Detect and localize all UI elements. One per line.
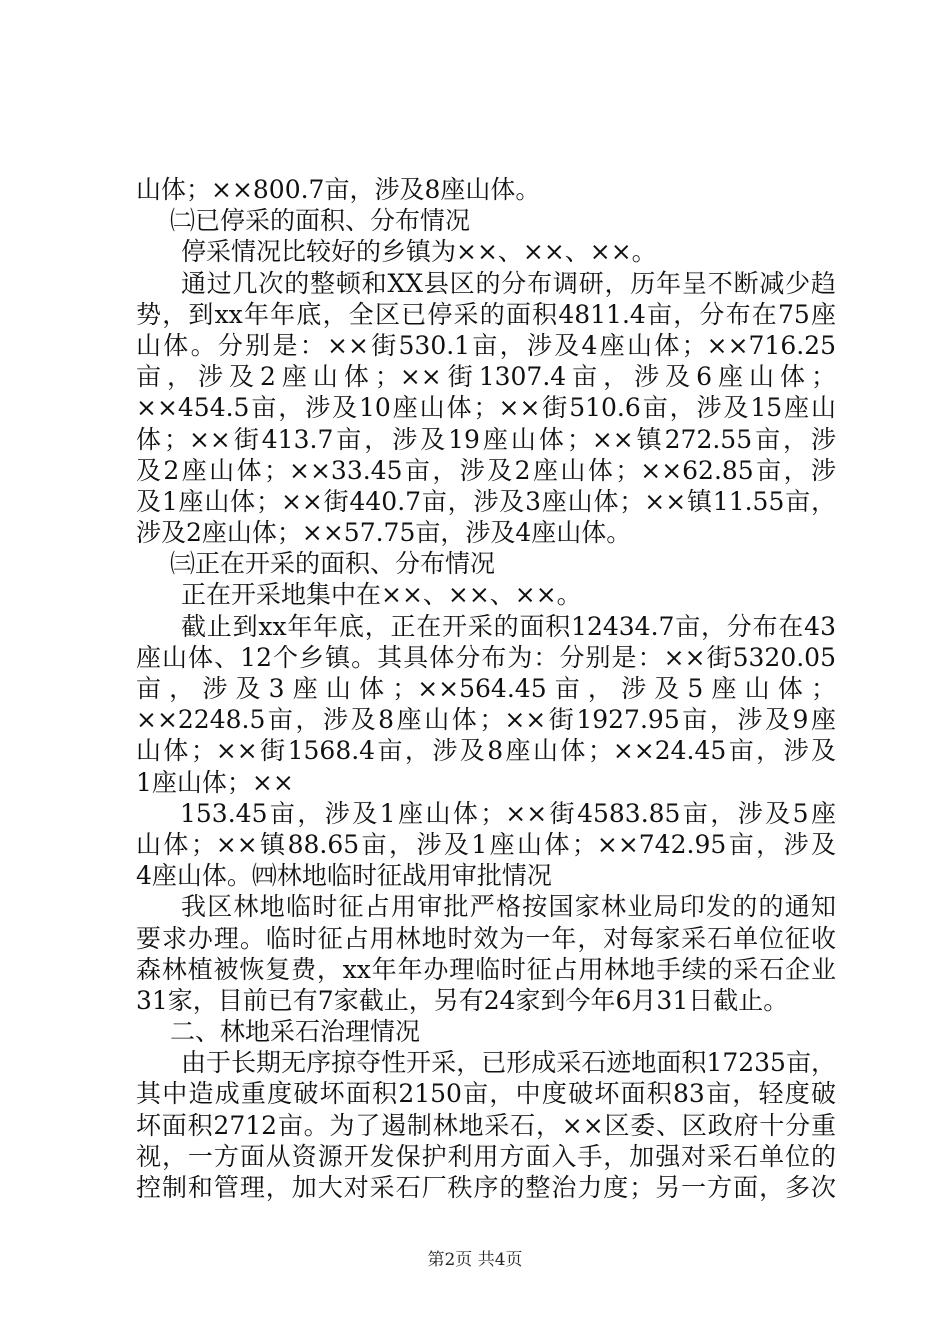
page-footer (0, 1245, 950, 1270)
text-line: 由于长期无序掠夺性开采，已形成采石迹地面积17235亩， (181, 1048, 836, 1078)
text-line: 体；××街413.7亩，涉及19座山体；××镇272.55亩，涉 (136, 424, 836, 454)
text-line: 亩，涉及3座山体；××564.45亩，涉及5座山体； (136, 674, 836, 703)
text-line: 森林植被恢复费，xx年年办理临时征占用林地手续的采石企业 (136, 954, 836, 984)
text-line: 4座山体。㈣林地临时征战用审批情况 (136, 861, 552, 891)
section-heading: 二、林地采石治理情况 (170, 1017, 421, 1047)
text-line: 正在开采地集中在××、××、××。 (181, 580, 582, 610)
text-line: 1座山体；×× (136, 767, 294, 797)
text-line: ××454.5亩，涉及10座山体；××街510.6亩，涉及15座山 (136, 393, 836, 423)
text-line: ××2248.5亩，涉及8座山体；××街1927.95亩，涉及9座 (136, 705, 836, 735)
text-line: 控制和管理，加大对采石厂秩序的整治力度；另一方面，多次 (136, 1173, 836, 1202)
text-line: 及2座山体；××33.45亩，涉及2座山体；××62.85亩，涉 (136, 455, 836, 485)
text-line: 截止到xx年年底，正在开采的面积12434.7亩，分布在43 (181, 611, 836, 641)
page-number: 第2页 共4页 (427, 1250, 523, 1270)
text-line: 山体；××街1568.4亩，涉及8座山体；××24.45亩，涉及 (136, 736, 836, 766)
text-line: 要求办理。临时征占用林地时效为一年，对每家采石单位征收 (136, 923, 836, 953)
text-line: 坏面积2712亩。为了遏制林地采石，××区委、区政府十分重 (136, 1110, 836, 1140)
text-line: 其中造成重度破坏面积2150亩，中度破坏面积83亩，轻度破 (136, 1079, 836, 1109)
text-line: 及1座山体；××街440.7亩，涉及3座山体；××镇11.55亩， (136, 486, 836, 516)
section-heading: ㈡已停采的面积、分布情况 (170, 206, 471, 236)
text-line: 31家，目前已有7家截止，另有24家到今年6月31日截止。 (136, 985, 789, 1015)
section-heading: ㈢正在开采的面积、分布情况 (170, 549, 496, 579)
text-line: 停采情况比较好的乡镇为××、××、××。 (181, 237, 657, 267)
text-line: 视，一方面从资源开发保护利用方面入手，加强对采石单位的 (136, 1141, 836, 1171)
text-line: 山体；××镇88.65亩，涉及1座山体；××742.95亩，涉及 (136, 829, 836, 859)
text-line: 通过几次的整顿和XX县区的分布调研，历年呈不断减少趋 (181, 268, 836, 298)
text-line: 山体；××800.7亩，涉及8座山体。 (136, 175, 541, 204)
text-line: 座山体、12个乡镇。其具体分布为：分别是：××街5320.05 (136, 642, 836, 672)
text-line: 亩，涉及2座山体；××街1307.4亩，涉及6座山体； (136, 362, 836, 392)
text-line: 山体。分别是：××街530.1亩，涉及4座山体；××716.25 (136, 330, 836, 360)
text-line: 势，到xx年年底，全区已停采的面积4811.4亩，分布在75座 (136, 299, 836, 329)
document-body (136, 174, 836, 1203)
text-line: 涉及2座山体；××57.75亩，涉及4座山体。 (136, 518, 632, 548)
text-line: 我区林地临时征占用审批严格按国家林业局印发的的通知 (181, 892, 836, 922)
text-line: 153.45亩，涉及1座山体；××街4583.85亩，涉及5座 (180, 798, 836, 828)
